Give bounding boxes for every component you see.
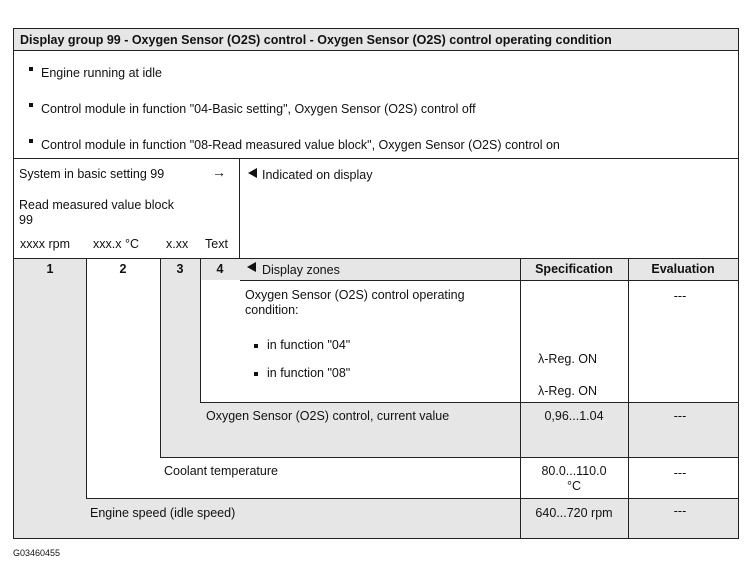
row-zone-4-label-2: condition: [245, 303, 299, 317]
condition-read-block: Control module in function "08-Read measured value block", Oxygen Sensor (O2S) control on [41, 138, 560, 152]
zone-number-3: 3 [176, 262, 184, 276]
row-zone-3-label: Oxygen Sensor (O2S) control, current value [206, 409, 450, 423]
bullet-icon [29, 103, 33, 107]
spec-zone-3: 0,96...1.04 [544, 409, 604, 423]
page-title: Display group 99 - Oxygen Sensor (O2S) control - Oxygen Sensor (O2S) control operating condition [20, 33, 612, 47]
pointer-triangle-icon [247, 262, 256, 272]
spec-column-line [520, 258, 521, 538]
left-panel-divider [239, 158, 240, 258]
read-block-label: Read measured value block [19, 198, 174, 212]
unit-zone-4: Text [205, 237, 228, 251]
specification-header: Specification [535, 262, 613, 276]
eval-zone-1: --- [673, 504, 687, 518]
row-zone-2-label: Coolant temperature [164, 464, 278, 478]
zone-2-lead [160, 258, 200, 457]
eval-zone-2: --- [673, 466, 687, 480]
spec-zone-2: 80.0...110.0 [541, 464, 607, 478]
eval-zone-3: --- [673, 409, 687, 423]
read-block-number: 99 [19, 213, 33, 227]
unit-zone-1: xxxx rpm [20, 237, 70, 251]
pointer-triangle-icon [248, 168, 257, 178]
bullet-icon [254, 344, 258, 348]
eval-zone-4: --- [673, 289, 687, 303]
condition-idle: Engine running at idle [41, 66, 162, 80]
unit-zone-2: xxx.x °C [93, 237, 139, 251]
bullet-icon [254, 372, 258, 376]
spec-zone-2-unit: °C [566, 479, 582, 493]
condition-basic-setting: Control module in function "04-Basic setting", Oxygen Sensor (O2S) control off [41, 102, 476, 116]
zone-2-3-line [160, 258, 161, 457]
sub-item-function-04: in function "04" [267, 338, 351, 352]
row-zone-4-label: Oxygen Sensor (O2S) control operating [245, 288, 465, 302]
zone-1-area [14, 258, 86, 538]
spec-function-04: λ-Reg. ON [538, 352, 598, 366]
zones-header-line [240, 280, 738, 281]
zone-1-2-line [86, 258, 87, 498]
zone-2-row-line [86, 498, 738, 499]
spec-zone-1: 640...720 rpm [535, 506, 613, 520]
spec-function-08: λ-Reg. ON [538, 384, 598, 398]
display-zones-header: Display zones [262, 263, 340, 277]
conditions-divider [14, 158, 738, 159]
indicated-label: Indicated on display [262, 168, 373, 182]
row-zone-1-label: Engine speed (idle speed) [90, 506, 236, 520]
unit-zone-3: x.xx [166, 237, 189, 251]
bullet-icon [29, 67, 33, 71]
arrow-right-icon: → [212, 164, 226, 180]
zone-4-row-line [200, 402, 738, 403]
sub-item-function-08: in function "08" [267, 366, 351, 380]
zone-number-2: 2 [119, 262, 127, 276]
evaluation-header: Evaluation [651, 262, 715, 276]
zones-top-line [14, 258, 738, 259]
zone-3-4-line [200, 258, 201, 402]
zone-3-row-line [160, 457, 738, 458]
zone-number-1: 1 [46, 262, 54, 276]
zone-number-4: 4 [216, 262, 224, 276]
basic-setting-label: System in basic setting 99 [19, 167, 165, 181]
figure-id: G03460455 [13, 548, 61, 558]
bullet-icon [29, 139, 33, 143]
